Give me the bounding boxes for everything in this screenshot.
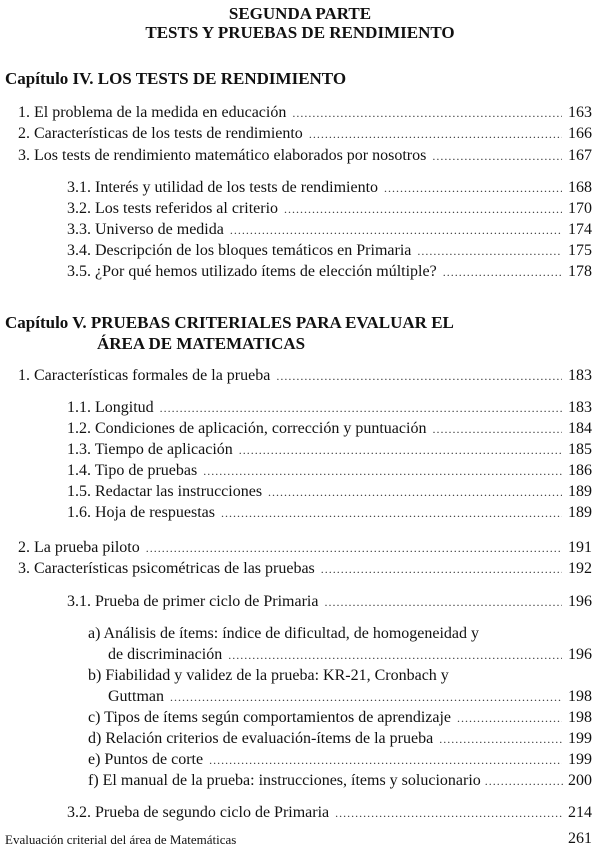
toc-entry-5-1-2[interactable]: [67, 419, 592, 439]
toc-entry-5-1[interactable]: [18, 366, 592, 386]
page-number: 261: [568, 830, 592, 847]
toc-entry-page: 166: [568, 125, 592, 142]
toc-entry-label: 3. Los tests de rendimiento matemático elaborados por nosotros: [18, 147, 427, 164]
part-title: TESTS Y PRUEBAS DE RENDIMIENTO: [145, 23, 455, 42]
toc-entry-page: 198: [568, 709, 592, 726]
toc-entry-label: 1.2. Condiciones de aplicación, corrección y puntuación: [67, 420, 427, 437]
toc-entry-b-line1: b) Fiabilidad y validez de la prueba: KR-21, Cronbach y: [88, 667, 449, 684]
toc-entry-a-line1: a) Análisis de ítems: índice de dificultad, de homogeneidad y: [88, 625, 480, 642]
toc-entry-page: 186: [568, 462, 592, 479]
toc-entry-label: e) Puntos de corte: [88, 751, 204, 768]
toc-entry-5-1-6[interactable]: [67, 503, 592, 523]
toc-entry-5-3-1[interactable]: [67, 592, 592, 612]
toc-entry-label: 1.6. Hoja de respuestas: [67, 504, 215, 521]
toc-entry-page: 163: [568, 104, 592, 121]
toc-entry-label: 3.5. ¿Por qué hemos utilizado ítems de elección múltiple?: [67, 263, 437, 280]
toc-entry-page: 189: [568, 483, 592, 500]
toc-entry-page: 185: [568, 441, 592, 458]
toc-entry-page: 192: [568, 560, 592, 577]
toc-entry-page: 191: [568, 539, 592, 556]
toc-entry-label: 1.3. Tiempo de aplicación: [67, 441, 233, 458]
toc-entry-3-4[interactable]: [67, 241, 592, 261]
toc-entry-page: 199: [568, 751, 592, 768]
toc-entry-5-1-5[interactable]: [67, 482, 592, 502]
chapter-5-title-line1: Capítulo V. PRUEBAS CRITERIALES PARA EVALUAR EL: [5, 313, 454, 332]
toc-entry-label: Guttman: [108, 688, 164, 705]
toc-entry-label: 3.1. Prueba de primer ciclo de Primaria: [67, 593, 319, 610]
toc-entry-c[interactable]: [88, 708, 592, 728]
toc-entry-page: 189: [568, 504, 592, 521]
toc-entry-page: 183: [568, 399, 592, 416]
toc-entry-page: 178: [568, 263, 592, 280]
toc-entry-label: 3.4. Descripción de los bloques temáticos en Primaria: [67, 242, 412, 259]
toc-entry-label: 1.4. Tipo de pruebas: [67, 462, 198, 479]
toc-entry-label: 3. Características psicométricas de las pruebas: [18, 560, 315, 577]
toc-entry-page: 175: [568, 242, 592, 259]
toc-entry-page: 198: [568, 688, 592, 705]
chapter-5-title-line2: ÁREA DE MATEMATICAS: [97, 334, 306, 353]
toc-entry-e[interactable]: [88, 750, 592, 770]
toc-entry-5-3-2[interactable]: [67, 803, 592, 823]
toc-entry-page: 174: [568, 221, 592, 238]
toc-entry-3-2[interactable]: [67, 199, 592, 219]
toc-entry-5-3[interactable]: [18, 559, 592, 579]
toc-entry-label: 1. El problema de la medida en educación: [18, 104, 287, 121]
toc-entry-5-1-3[interactable]: [67, 440, 592, 460]
toc-entry-3-5[interactable]: [67, 262, 592, 282]
toc-entry-f[interactable]: [88, 771, 592, 791]
toc-entry-label: de discriminación: [108, 646, 223, 663]
toc-entry-label: d) Relación criterios de evaluación-ítems de la prueba: [88, 730, 434, 747]
toc-entry-page: 199: [568, 730, 592, 747]
toc-entry-5-1-1[interactable]: [67, 398, 592, 418]
toc-entry-3-1[interactable]: [67, 178, 592, 198]
toc-entry-label: 3.2. Prueba de segundo ciclo de Primaria: [67, 804, 330, 821]
toc-entry-1[interactable]: [18, 103, 592, 123]
toc-entry-3-3[interactable]: [67, 220, 592, 240]
running-footer: Evaluación criterial del área de Matemáticas: [5, 832, 237, 847]
toc-entry-label: 2. La prueba piloto: [18, 539, 140, 556]
toc-entry-page: 196: [568, 593, 592, 610]
toc-entry-5-1-4[interactable]: [67, 461, 592, 481]
toc-entry-label: 3.1. Interés y utilidad de los tests de rendimiento: [67, 179, 379, 196]
part-label: SEGUNDA PARTE: [228, 4, 372, 23]
toc-entry-label: 1.5. Redactar las instrucciones: [67, 483, 263, 500]
toc-entry-label: 3.3. Universo de medida: [67, 221, 224, 238]
chapter-4-title: Capítulo IV. LOS TESTS DE RENDIMIENTO: [5, 69, 347, 88]
toc-entry-page: 170: [568, 200, 592, 217]
toc-entry-page: 214: [568, 804, 592, 821]
toc-entry-label: 1. Características formales de la prueba: [18, 367, 271, 384]
toc-entry-a[interactable]: [108, 645, 592, 665]
toc-entry-2[interactable]: [18, 124, 592, 144]
toc-entry-page: 200: [568, 772, 592, 789]
toc-entry-label: 2. Características de los tests de rendimiento: [18, 125, 303, 142]
toc-entry-page: 183: [568, 367, 592, 384]
toc-entry-label: c) Tipos de ítems según comportamientos de aprendizaje: [88, 709, 452, 726]
toc-entry-5-2[interactable]: [18, 538, 592, 558]
toc-entry-b[interactable]: [108, 687, 592, 707]
toc-entry-label: 1.1. Longitud: [67, 399, 154, 416]
toc-entry-label: 3.2. Los tests referidos al criterio: [67, 200, 279, 217]
toc-entry-page: 184: [568, 420, 592, 437]
toc-entry-page: 196: [568, 646, 592, 663]
toc-entry-label: f) El manual de la prueba: instrucciones, ítems y solucionario: [88, 772, 481, 789]
chapter-5-title: [5, 312, 454, 354]
toc-entry-page: 168: [568, 179, 592, 196]
toc-entry-d[interactable]: [88, 729, 592, 749]
toc-entry-page: 167: [568, 147, 592, 164]
toc-entry-3[interactable]: [18, 146, 592, 166]
